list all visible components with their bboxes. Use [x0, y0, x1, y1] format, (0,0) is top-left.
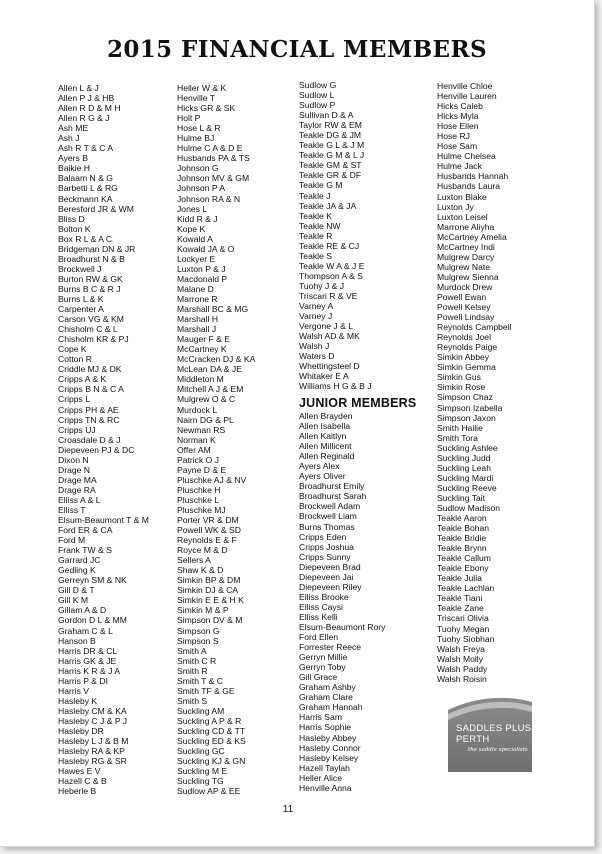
- member-name: Thompson A & S: [299, 270, 364, 281]
- junior-members-column: [299, 411, 385, 793]
- member-name: Royce M & D: [177, 545, 228, 556]
- member-name: Vergone J & L: [299, 321, 353, 332]
- member-name: Diepeveen PJ & DC: [58, 444, 135, 455]
- member-name: Graham C & L: [58, 625, 113, 636]
- member-name: Allen R G & J: [58, 113, 110, 124]
- member-name: Hawes E V: [58, 766, 101, 777]
- member-name: Gill D & T: [58, 585, 95, 596]
- member-name: Nairn DG & PL: [177, 414, 234, 425]
- member-name: Teakle NW: [299, 220, 341, 231]
- member-name: Mitchell A J & EM: [177, 384, 244, 395]
- member-name: Husbands Hannah: [437, 171, 509, 182]
- member-name: Simkin BP & DM: [177, 575, 241, 586]
- member-name: Johnson P A: [177, 183, 226, 194]
- member-name: Pluschke AJ & NV: [177, 474, 247, 485]
- member-name: McLean DA & JE: [177, 364, 242, 375]
- member-name: Forrester Reece: [299, 642, 362, 653]
- member-name: Teakle Julia: [437, 573, 482, 584]
- member-name: Sudlow Madison: [437, 502, 501, 513]
- member-name: Elsum-Beaumont Rory: [299, 621, 386, 632]
- member-name: Middleton M: [177, 374, 224, 385]
- member-name: Elliss Caysi: [299, 601, 343, 612]
- member-name: Graham Clare: [299, 692, 353, 703]
- member-name: Gerryn Toby: [299, 662, 346, 673]
- member-name: Drage N: [58, 464, 90, 475]
- member-name: Harris DR & CL: [58, 645, 118, 656]
- member-name: Elsum-Beaumont T & M: [58, 515, 149, 526]
- member-name: Cotton R: [58, 354, 92, 365]
- member-name: Smith TF & GE: [177, 685, 235, 696]
- member-name: Sudlow AP & EE: [177, 786, 241, 797]
- member-name: Cripps Sunny: [299, 551, 351, 562]
- member-name: Ash R T & C A: [58, 143, 114, 154]
- member-name: Hazell Taylah: [299, 762, 350, 773]
- member-name: Hulme Chelsea: [437, 151, 496, 162]
- member-name: Elliss T: [58, 504, 86, 515]
- member-name: Diepeveen Brad: [299, 561, 361, 572]
- member-name: Hose L & R: [177, 123, 221, 134]
- member-name: Luxton Blake: [437, 191, 487, 202]
- member-name: Elliss Kelli: [299, 611, 338, 622]
- member-name: Powell Ewan: [437, 291, 487, 302]
- member-name: Henville T: [177, 93, 216, 104]
- member-name: Simkin DJ & CA: [177, 585, 239, 596]
- member-name: Suckling ED & KS: [177, 736, 246, 747]
- member-name: Triscari R & VE: [299, 290, 358, 301]
- member-name: Mulgrew Sienna: [437, 271, 499, 282]
- member-name: Burton RW & GK: [58, 273, 123, 284]
- member-name: Simkin M & P: [177, 605, 229, 616]
- member-name: Luxton Jy: [437, 201, 474, 212]
- member-name: Norman K: [177, 434, 216, 445]
- member-name: Hicks Caleb: [437, 101, 483, 112]
- member-name: Walsh Roisin: [437, 673, 487, 684]
- member-name: Tuohy J & J: [299, 280, 345, 291]
- member-name: Ford Ellen: [299, 632, 339, 643]
- member-name: Drage MA: [58, 474, 97, 485]
- member-name: Harris K R & J A: [58, 665, 121, 676]
- members-column-1: [58, 83, 149, 796]
- member-name: Simpson Jaxon: [437, 412, 496, 423]
- member-name: Elliss Brooke: [299, 591, 349, 602]
- member-name: Pluschke MJ: [177, 504, 226, 515]
- member-name: Marshall J: [177, 324, 217, 335]
- member-name: Teakle Zane: [437, 603, 484, 614]
- member-name: Cripps TN & RC: [58, 414, 120, 425]
- member-name: Hasleby K: [58, 695, 98, 706]
- member-name: Henville Anna: [299, 782, 352, 793]
- member-name: Heller W & K: [177, 83, 227, 93]
- member-name: Balaam N & G: [58, 173, 113, 184]
- member-name: Broadhurst Emily: [299, 481, 365, 492]
- member-name: Harris GK & JE: [58, 655, 117, 666]
- member-name: Hasleby Connor: [299, 742, 361, 753]
- member-name: McCartney Amelia: [437, 231, 507, 242]
- member-name: Ford M: [58, 535, 86, 546]
- member-name: Simpson G: [177, 625, 220, 636]
- member-name: Teakle Brynn: [437, 543, 487, 554]
- page-title: 2015 FINANCIAL MEMBERS: [106, 36, 488, 63]
- member-name: Brockwell Adam: [299, 501, 361, 512]
- member-name: Gill Grace: [299, 672, 338, 683]
- member-name: Cripps L: [58, 394, 90, 405]
- member-name: Payne D & E: [177, 464, 227, 475]
- member-name: Marrone R: [177, 293, 218, 304]
- member-name: Powell WK & SD: [177, 525, 241, 536]
- member-name: Smith T & C: [177, 675, 224, 686]
- member-name: Tuohy Siobhan: [437, 633, 495, 644]
- member-name: Hulme Jack: [437, 161, 482, 172]
- member-name: Cripps B N & C A: [58, 384, 124, 395]
- member-name: Malane D: [177, 283, 214, 294]
- member-name: Kope K: [177, 223, 206, 234]
- member-name: Simpson Izabella: [437, 402, 503, 413]
- member-name: Teakle JA & JA: [299, 200, 357, 211]
- member-name: Offer AM: [177, 444, 211, 455]
- member-name: Newman RS: [177, 424, 226, 435]
- member-name: Tuohy Megan: [437, 623, 490, 634]
- member-name: Simkin Rose: [437, 382, 486, 393]
- member-name: Simpson S: [177, 635, 219, 646]
- sponsor-logo: [448, 690, 532, 772]
- member-name: Hanson B: [58, 635, 96, 646]
- member-name: Luxton P & J: [177, 263, 226, 274]
- member-name: Teakle K: [299, 210, 332, 221]
- member-name: Cripps Eden: [299, 531, 347, 542]
- member-name: McCartney K: [177, 344, 227, 355]
- member-name: Powell Kelsey: [437, 302, 491, 313]
- member-name: Hulme BJ: [177, 133, 215, 144]
- member-name: Kowald JA & O: [177, 243, 235, 254]
- member-name: Reynolds Paige: [437, 342, 498, 353]
- member-name: Whitaker E A: [299, 371, 349, 382]
- members-column-2: [177, 83, 255, 796]
- member-name: Garrard JC: [58, 555, 101, 566]
- member-name: Chisholm KR & PJ: [58, 334, 129, 345]
- member-name: Lockyer E: [177, 253, 216, 264]
- member-name: Gordon D L & MM: [58, 615, 127, 626]
- member-name: Mauger F & E: [177, 334, 231, 345]
- junior-members-heading: JUNIOR MEMBERS: [299, 396, 417, 410]
- member-name: Hazell C & B: [58, 776, 107, 787]
- member-name: Allen Millicent: [299, 441, 352, 452]
- member-name: Smith C R: [177, 655, 217, 666]
- member-name: Suckling Tait: [437, 492, 486, 503]
- member-name: Harris P & DI: [58, 675, 108, 686]
- member-name: Suckling AM: [177, 705, 225, 716]
- member-name: Allen P J & HB: [58, 93, 115, 104]
- member-name: Whettingsteel D: [299, 361, 360, 372]
- member-name: Marshall BC & MG: [177, 304, 249, 315]
- member-name: Ayers B: [58, 153, 88, 164]
- member-name: Smith Tora: [437, 432, 478, 443]
- member-name: Hicks GR & SK: [177, 103, 236, 114]
- member-name: Hasleby L J & B M: [58, 736, 129, 747]
- member-name: Diepeveen Riley: [299, 581, 362, 592]
- member-name: Diepeveen Jai: [299, 571, 354, 582]
- member-name: Simkin Abbey: [437, 352, 490, 363]
- member-name: Brockwell Liam: [299, 511, 357, 522]
- junior-members-column-continued: [437, 81, 512, 684]
- member-name: Beresford JR & WM: [58, 203, 134, 214]
- member-name: Reynolds Joel: [437, 332, 491, 343]
- member-name: Teakle Tiani: [437, 593, 483, 604]
- member-name: Teakle R: [299, 230, 333, 241]
- member-name: Henville Chloe: [437, 81, 493, 91]
- member-name: Teakle W A & J E: [299, 260, 365, 271]
- member-name: Gedling K: [58, 565, 96, 576]
- page-number: 11: [282, 804, 294, 815]
- member-name: Allen R D & M H: [58, 103, 121, 114]
- member-name: Mulgrew Nate: [437, 261, 491, 272]
- member-name: Teakle Ebony: [437, 563, 489, 574]
- member-name: Simkin Gus: [437, 372, 481, 383]
- member-name: Hasleby C J & P J: [58, 715, 128, 726]
- member-name: Burns L & K: [58, 293, 104, 304]
- member-name: Elliss A & L: [58, 494, 101, 505]
- member-name: Gerreyn SM & NK: [58, 575, 127, 586]
- member-name: Pluschke L: [177, 494, 220, 505]
- member-name: Teakle Bridie: [437, 533, 487, 544]
- member-name: Suckling Judd: [437, 452, 491, 463]
- member-name: Mulgrew Darcy: [437, 251, 495, 262]
- member-name: Macdonald P: [177, 273, 228, 284]
- member-name: Chisholm C & L: [58, 324, 118, 335]
- member-name: Cripps PH & AE: [58, 404, 119, 415]
- member-name: Porter VR & DM: [177, 515, 239, 526]
- member-name: Hasleby Kelsey: [299, 752, 359, 763]
- member-name: Hose RJ: [437, 131, 470, 142]
- member-name: Cripps A & K: [58, 374, 107, 385]
- member-name: Teakle J: [299, 190, 331, 201]
- member-name: Carpenter A: [58, 304, 104, 315]
- member-name: Hose Ellen: [437, 121, 479, 132]
- member-name: Gillam A & D: [58, 605, 107, 616]
- member-name: Holt P: [177, 113, 201, 124]
- member-name: Suckling Reeve: [437, 482, 497, 493]
- member-name: Mulgrew O & C: [177, 394, 236, 405]
- member-name: Johnson MV & GM: [177, 173, 250, 184]
- member-name: Harris Sophie: [299, 722, 352, 733]
- member-name: Varney A: [299, 301, 334, 312]
- member-name: Croasdale D & J: [58, 434, 121, 445]
- member-name: Suckling M E: [177, 766, 228, 777]
- member-name: Hicks Myla: [437, 111, 479, 122]
- member-name: Teakle GM & ST: [299, 160, 362, 171]
- member-name: Gerryn Millie: [299, 652, 348, 663]
- member-name: Teakle DG & JM: [299, 130, 362, 141]
- member-name: Cripps UJ: [58, 424, 96, 435]
- member-name: Smith A: [177, 645, 207, 656]
- member-name: Suckling Mardi: [437, 472, 494, 483]
- member-name: Triscari Olivia: [437, 613, 489, 624]
- member-name: Teakle S: [299, 250, 332, 261]
- member-name: Marshall H: [177, 314, 219, 325]
- member-name: Teakle Callum: [437, 553, 491, 564]
- member-name: Walsh AD & MK: [299, 331, 360, 342]
- member-name: Frank TW & S: [58, 545, 112, 556]
- member-name: Hasleby RG & SR: [58, 756, 127, 767]
- member-name: Hasleby CM & KA: [58, 705, 127, 716]
- member-name: Ayers Oliver: [299, 471, 346, 482]
- member-name: Heberle B: [58, 786, 97, 797]
- member-name: Powell Lindsay: [437, 312, 495, 323]
- member-name: Teakle RE & CJ: [299, 240, 360, 251]
- member-name: Simkin Gemma: [437, 362, 496, 373]
- member-name: Dixon N: [58, 454, 89, 465]
- member-name: Teakle G M & L J: [299, 150, 365, 161]
- member-name: Walsh J: [299, 341, 330, 352]
- member-name: Walsh Paddy: [437, 663, 488, 674]
- member-name: Ford ER & CA: [58, 525, 113, 536]
- member-name: Suckling GC: [177, 746, 225, 757]
- member-name: Broadhurst Sarah: [299, 491, 367, 502]
- member-name: Jones L: [177, 203, 208, 214]
- member-name: Sudlow P: [299, 100, 336, 111]
- member-name: Ash ME: [58, 123, 89, 134]
- member-name: Bridgeman DN & JR: [58, 243, 136, 254]
- member-name: Smith R: [177, 665, 208, 676]
- member-name: Suckling CD & TT: [177, 726, 246, 736]
- member-name: Hasleby Abbey: [299, 732, 357, 743]
- member-name: Cripps Joshua: [299, 541, 354, 552]
- member-name: Allen Brayden: [299, 411, 353, 421]
- member-name: Hulme C A & D E: [177, 143, 243, 154]
- member-name: Suckling TG: [177, 776, 224, 787]
- member-name: Harris V: [58, 685, 90, 696]
- member-name: Murdock Drew: [437, 281, 493, 292]
- member-name: Broadhurst N & B: [58, 253, 125, 264]
- member-name: Simpson Chaz: [437, 392, 493, 403]
- member-name: Patrick O J: [177, 454, 220, 465]
- members-column-3: [299, 80, 372, 391]
- member-name: Suckling Leah: [437, 462, 491, 473]
- member-name: Sullivan D & A: [299, 110, 354, 121]
- member-name: Baikie H: [58, 163, 90, 174]
- member-name: Teakle Lachlan: [437, 583, 495, 594]
- member-name: Heller Alice: [299, 772, 342, 783]
- member-name: Johnson G: [177, 163, 219, 174]
- member-name: Kowald A: [177, 233, 213, 244]
- member-name: Pluschke H: [177, 484, 221, 495]
- member-name: Murdock L: [177, 404, 218, 415]
- member-name: Graham Ashby: [299, 682, 356, 693]
- member-name: Graham Hannah: [299, 702, 363, 713]
- member-name: Gill K M: [58, 595, 89, 606]
- member-name: Bliss D: [58, 213, 85, 224]
- member-name: Hasleby RA & KP: [58, 746, 125, 757]
- member-name: Reynolds E & F: [177, 535, 237, 546]
- logo-line-2: PERTH: [456, 734, 490, 745]
- member-name: Suckling Ashlee: [437, 442, 498, 453]
- member-name: Box R L & A C: [58, 233, 113, 244]
- member-name: Waters D: [299, 351, 335, 362]
- member-name: Suckling KJ & GN: [177, 756, 246, 767]
- member-name: Barbetti L & RG: [58, 183, 118, 194]
- member-name: Burns Thomas: [299, 521, 355, 532]
- member-name: Criddle MJ & DK: [58, 364, 122, 375]
- member-name: Husbands PA & TS: [177, 153, 250, 164]
- member-name: Walsh Molly: [437, 653, 483, 664]
- member-name: Allen Isabella: [299, 421, 351, 432]
- member-name: Suckling A P & R: [177, 715, 242, 726]
- member-name: Sudlow G: [299, 80, 337, 90]
- member-name: Husbands Laura: [437, 181, 501, 192]
- member-name: McCracken DJ & KA: [177, 354, 256, 365]
- member-name: Walsh Freya: [437, 643, 485, 654]
- member-name: Drage RA: [58, 484, 96, 495]
- member-name: Sellers A: [177, 555, 211, 566]
- member-name: Teakle G M: [299, 180, 343, 191]
- member-name: Shaw K & D: [177, 565, 224, 576]
- member-name: McCartney Indi: [437, 241, 495, 252]
- member-name: Carson VG & KM: [58, 314, 124, 325]
- member-name: Burns B C & R J: [58, 283, 121, 294]
- member-name: Teakle Aaron: [437, 513, 487, 524]
- member-name: Sudlow L: [299, 90, 335, 101]
- member-name: Beckmann KA: [58, 193, 113, 204]
- member-name: Allen L & J: [58, 83, 99, 93]
- member-name: Bolton K: [58, 223, 91, 234]
- member-name: Hasleby DR: [58, 726, 104, 736]
- member-name: Harris Sam: [299, 712, 342, 723]
- member-name: Teakle Bohan: [437, 523, 490, 534]
- member-name: Simpson DV & M: [177, 615, 243, 626]
- member-name: Simkin E E & H K: [177, 595, 244, 606]
- member-name: Luxton Leisel: [437, 211, 488, 222]
- member-name: Teakle GR & DF: [299, 170, 362, 181]
- member-name: Marrone Aliyha: [437, 221, 495, 232]
- member-name: Johnson RA & N: [177, 193, 241, 204]
- member-name: Brockwell J: [58, 263, 102, 274]
- member-name: Williams H G & B J: [299, 381, 372, 392]
- member-name: Kidd R & J: [177, 213, 218, 224]
- member-name: Teakle G L & J M: [299, 140, 365, 151]
- member-name: Ash J: [58, 133, 80, 144]
- logo-tagline: the saddle specialists: [468, 747, 528, 753]
- member-name: Hose Sam: [437, 141, 478, 152]
- member-name: Allen Reginald: [299, 451, 355, 462]
- member-name: Taylor RW & EM: [299, 120, 362, 131]
- member-name: Henville Lauren: [437, 91, 497, 102]
- member-name: Cope K: [58, 344, 87, 355]
- member-name: Varney J: [299, 311, 333, 322]
- member-name: Allen Kaitlyn: [299, 431, 347, 442]
- member-name: Reynolds Campbell: [437, 322, 512, 333]
- member-name: Ayers Alex: [299, 461, 340, 472]
- logo-line-1: SADDLES PLUS: [456, 723, 532, 734]
- member-name: Smith Hailie: [437, 422, 483, 433]
- member-name: Smith S: [177, 695, 208, 706]
